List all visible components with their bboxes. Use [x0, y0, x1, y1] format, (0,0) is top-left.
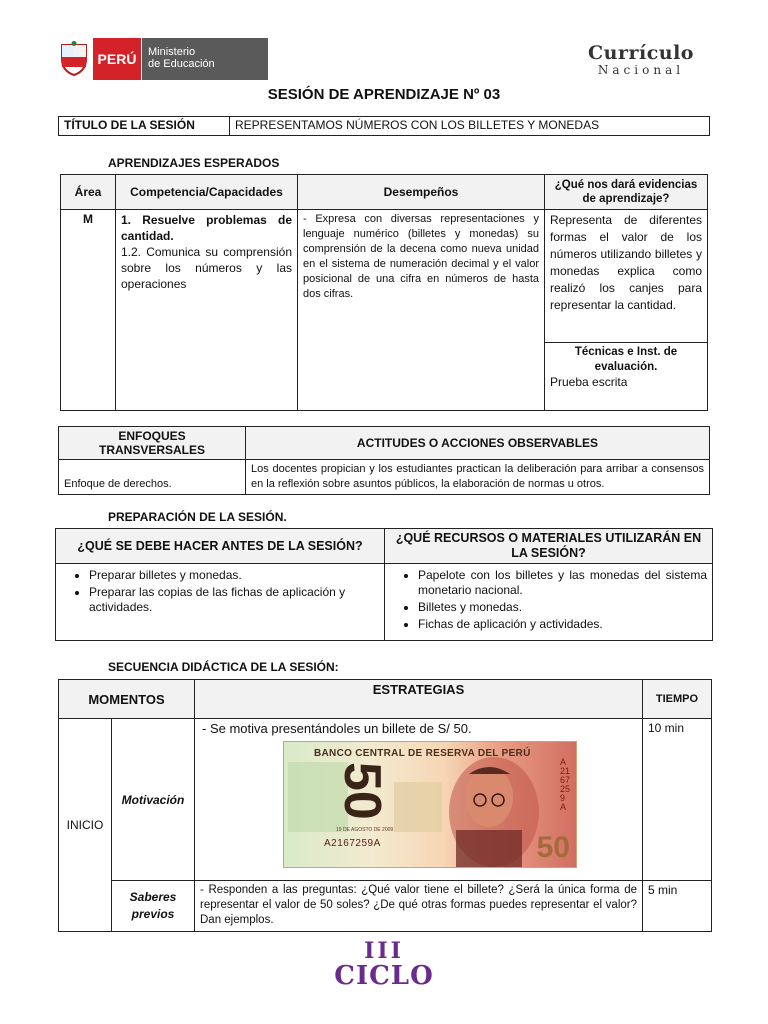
preparacion-section-label: PREPARACIÓN DE LA SESIÓN. [108, 510, 287, 524]
recursos-cell [385, 564, 713, 641]
list-item: • Preparar billetes y monedas. [89, 568, 379, 583]
header-competencia: Competencia/Capacidades [116, 175, 298, 210]
saberes-label: Saberes previos [112, 881, 195, 932]
motivacion-time: 10 min [643, 719, 712, 881]
enfoques-table [58, 426, 710, 495]
antes-cell [56, 564, 385, 641]
capacidad-text: 1.2. Comunica su comprensión sobre los números y las operaciones [121, 245, 292, 291]
list-item: • Preparar las copias de las fichas de aplicación y actividades. [89, 585, 379, 615]
enfoque-value: Enfoque de derechos. [59, 460, 246, 495]
list-item: • Papelote con los billetes y las monedas del sistema monetario nacional. [418, 568, 707, 598]
competencia-cell [116, 210, 298, 411]
session-title-table [58, 116, 710, 136]
header-desempenos: Desempeños [298, 175, 545, 210]
session-title-label: TÍTULO DE LA SESIÓN [59, 117, 230, 136]
desempeno-text: - Expresa con diversas representaciones y lenguaje numérico (billetes y monedas) su comprensión de la decena como nueva unidad en el sistema de numeración decimal y el valor posicional de una cifra en números de hasta dos cifras. [298, 210, 545, 411]
tecnicas-cell [545, 343, 708, 411]
aprendizajes-table [60, 174, 708, 411]
header-recursos: ¿QUÉ RECURSOS O MATERIALES UTILIZARÁN EN LA SESIÓN? [385, 529, 713, 564]
aprendizajes-section-label: APRENDIZAJES ESPERADOS [108, 156, 280, 170]
area-value: M [61, 210, 116, 411]
header-enfoques: ENFOQUES TRANSVERSALES [59, 427, 246, 460]
inicio-label: INICIO [59, 719, 112, 932]
banknote-serial: A2167259A [324, 838, 381, 849]
banknote-denomination-corner: 50 [536, 831, 570, 864]
banknote-serial-vertical: A2167259A [560, 757, 571, 812]
secuencia-section-label: SECUENCIA DIDÁCTICA DE LA SESIÓN: [108, 660, 339, 674]
header-tiempo: TIEMPO [643, 680, 712, 719]
peru-label: PERÚ [93, 38, 141, 80]
saberes-time: 5 min [643, 881, 712, 932]
ministry-label: Ministerio de Educación [141, 38, 268, 80]
header-evidencias: ¿Qué nos dará evidencias de aprendizaje? [545, 175, 708, 210]
banknote-date: 19 DE AGOSTO DE 2009 [336, 827, 394, 833]
saberes-text: - Responden a las preguntas: ¿Qué valor tiene el billete? ¿Será la única forma de representar el valor de 50 soles? ¿De qué otras formas puedes representar el valor? Dan ejemplos. [195, 881, 643, 932]
page-title: SESIÓN DE APRENDIZAJE Nº 03 [267, 86, 501, 103]
ciclo-word: CICLO [334, 961, 434, 991]
evidencia-text: Representa de diferentes formas el valor de los números utilizando billetes y monedas explica como realizó los canjes para representar la cantidad. [545, 210, 708, 343]
banknote-bank-name: BANCO CENTRAL DE RESERVA DEL PERÚ [314, 748, 531, 759]
banknote-denomination: 50 [333, 762, 391, 820]
header-actitudes: ACTITUDES O ACCIONES OBSERVABLES [246, 427, 710, 460]
banknote-artwork [284, 742, 577, 868]
actitud-value: Los docentes propician y los estudiantes practican la deliberación para arribar a consensos en la reflexión sobre asuntos públicos, la elaboración de normas u otros. [246, 460, 710, 495]
list-item: • Fichas de aplicación y actividades. [418, 617, 707, 632]
ciclo-numeral: III [364, 938, 404, 964]
preparacion-table [55, 528, 713, 641]
peru-shield-icon [55, 38, 93, 80]
competencia-title: 1. Resuelve problemas de cantidad. [121, 213, 292, 243]
minedu-logo [55, 38, 268, 80]
header-area: Área [61, 175, 116, 210]
motivacion-text: - Se motiva presentándoles un billete de S/ 50. [202, 721, 472, 736]
banknote-50-image [283, 741, 577, 868]
ciclo-logo [0, 940, 768, 990]
session-title-value: REPRESENTAMOS NÚMEROS CON LOS BILLETES Y MONEDAS [230, 117, 710, 136]
header-estrategias: ESTRATEGIAS [195, 680, 643, 719]
motivacion-label: Motivación [112, 719, 195, 881]
curriculo-nacional-logo: Currículo Nacional [588, 42, 694, 77]
tecnicas-value: Prueba escrita [550, 375, 628, 389]
tecnicas-label: Técnicas e Inst. de evaluación. [574, 346, 678, 373]
list-item: • Billetes y monedas. [418, 600, 707, 615]
header-antes: ¿QUÉ SE DEBE HACER ANTES DE LA SESIÓN? [56, 529, 385, 564]
header-momentos: MOMENTOS [59, 680, 195, 719]
